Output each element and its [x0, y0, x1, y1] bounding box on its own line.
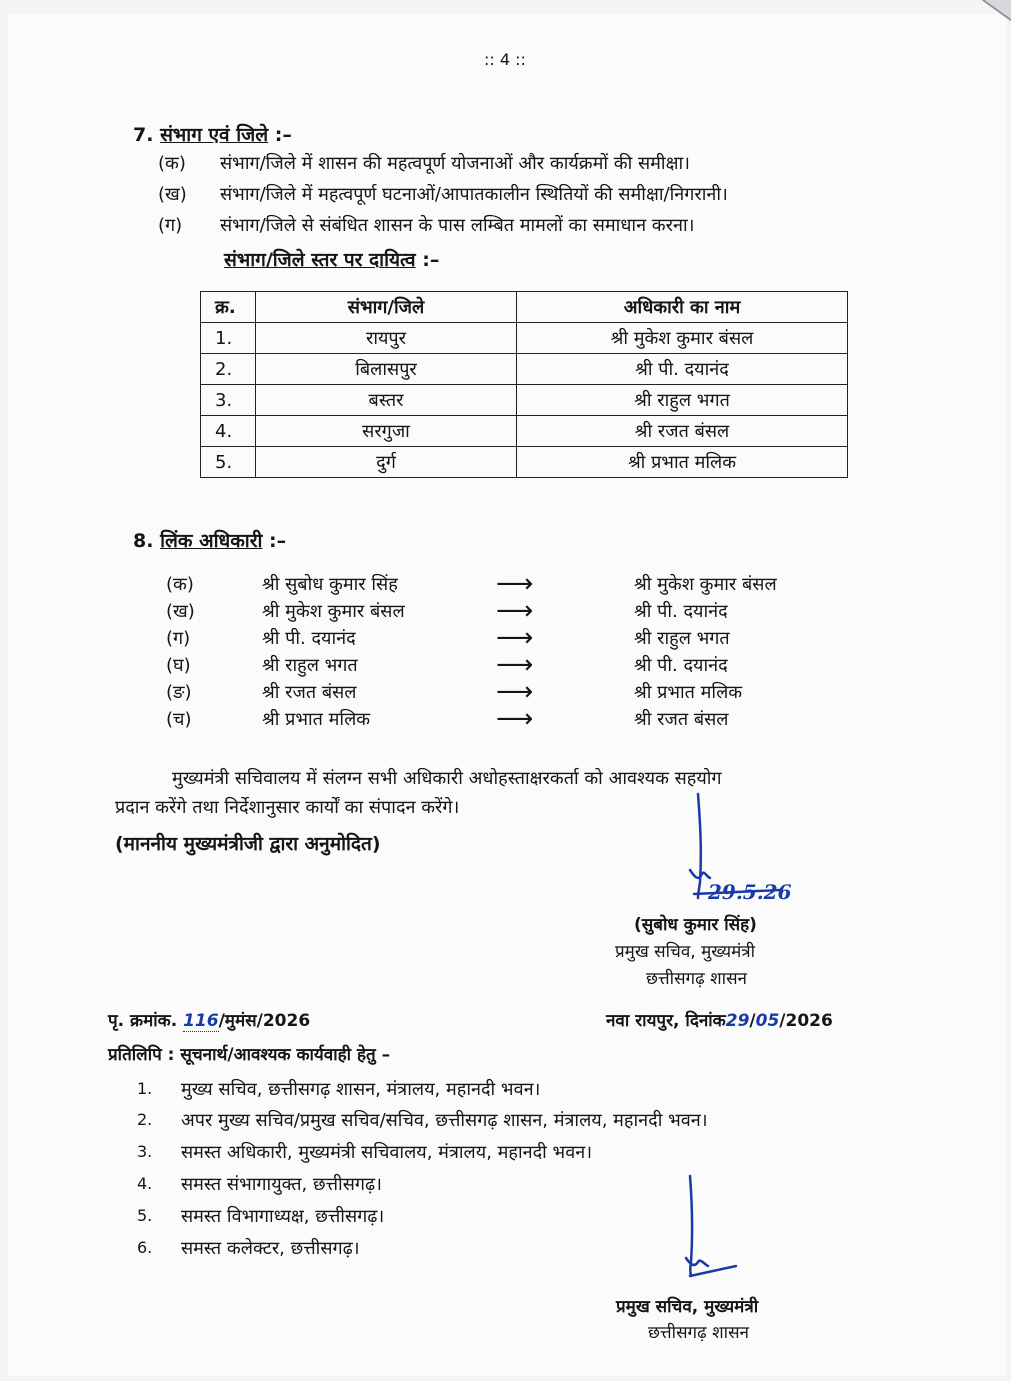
section-8-heading — [133, 527, 286, 553]
date-sep: / — [749, 1011, 756, 1031]
arrow-right-icon: ⟶ — [496, 677, 534, 707]
reference-number — [108, 1008, 310, 1031]
handwritten-date: 29.5.26 — [708, 880, 792, 904]
arrow-right-icon: ⟶ — [496, 650, 534, 680]
arrow-right-icon: ⟶ — [496, 596, 534, 626]
link-from: श्री राहुल भगत — [262, 655, 358, 676]
link-from: श्री रजत बंसल — [262, 682, 357, 703]
table-row — [201, 354, 848, 385]
copy-heading: प्रतिलिपि : सूचनार्थ/आवश्यक कार्यवाही हेतु – — [108, 1045, 391, 1065]
cell-officer: श्री मुकेश कुमार बंसल — [517, 323, 848, 354]
arrow-right-icon: ⟶ — [496, 623, 534, 653]
link-from: श्री पी. दयानंद — [262, 628, 356, 649]
arrow-right-icon: ⟶ — [496, 704, 534, 734]
place-date — [606, 1008, 833, 1031]
link-to: श्री पी. दयानंद — [634, 655, 728, 676]
link-from: श्री प्रभात मलिक — [262, 709, 371, 730]
item-text: अपर मुख्य सचिव/प्रमुख सचिव/सचिव, छत्तीसगढ़ शासन, मंत्रालय, महानदी भवन। — [181, 1110, 708, 1131]
page-fold-shadow — [981, 0, 1011, 22]
date-day-handwritten: 29 — [725, 1011, 750, 1031]
cell-division: बस्तर — [256, 385, 517, 416]
item-number: 6. — [137, 1238, 153, 1257]
cell-division: बिलासपुर — [256, 354, 517, 385]
link-from: श्री मुकेश कुमार बंसल — [262, 601, 405, 622]
section-7-colon: :– — [274, 124, 292, 146]
link-to: श्री मुकेश कुमार बंसल — [634, 574, 777, 595]
item-number: 3. — [137, 1142, 153, 1161]
item-letter: (घ) — [166, 655, 191, 676]
item-text: समस्त विभागाध्यक्ष, छत्तीसगढ़। — [181, 1206, 385, 1227]
cell-officer: श्री प्रभात मलिक — [517, 447, 848, 478]
table-row — [201, 323, 848, 354]
item-text: संभाग/जिले में शासन की महत्वपूर्ण योजनाओं और कार्यक्रमों की समीक्षा। — [220, 153, 690, 174]
link-from: श्री सुबोध कुमार सिंह — [262, 574, 398, 595]
item-letter: (च) — [166, 709, 192, 730]
signature-mark — [660, 1172, 750, 1282]
section-7-heading — [133, 121, 292, 147]
cell-division: सरगुजा — [256, 416, 517, 447]
item-text: मुख्य सचिव, छत्तीसगढ़ शासन, मंत्रालय, महानदी भवन। — [181, 1079, 541, 1100]
responsibility-table — [200, 291, 848, 478]
section-8-colon: :– — [269, 530, 287, 552]
cell-division: रायपुर — [256, 323, 517, 354]
item-letter: (ङ) — [166, 682, 192, 703]
item-letter: (ख) — [166, 601, 195, 622]
section-8-number: 8. — [133, 530, 154, 552]
signatory-designation-2: प्रमुख सचिव, मुख्यमंत्री — [616, 1297, 759, 1317]
item-text: समस्त संभागायुक्त, छत्तीसगढ़। — [181, 1174, 382, 1195]
cell-officer: श्री पी. दयानंद — [517, 354, 848, 385]
item-letter: (ग) — [166, 628, 191, 649]
table-header-row — [201, 292, 848, 323]
section-8-title: लिंक अधिकारी — [160, 530, 263, 552]
link-to: श्री प्रभात मलिक — [634, 682, 743, 703]
item-number: 1. — [137, 1079, 153, 1098]
ref-prefix: पृ. क्रमांक. — [108, 1011, 178, 1031]
ref-number-handwritten: 116 — [183, 1011, 219, 1031]
item-text: समस्त अधिकारी, मुख्यमंत्री सचिवालय, मंत्रालय, महानदी भवन। — [181, 1142, 593, 1163]
responsibility-subheading — [224, 246, 439, 272]
item-letter: (ग) — [158, 215, 183, 236]
section-7-number: 7. — [133, 124, 154, 146]
cell-officer: श्री रजत बंसल — [517, 416, 848, 447]
signatory-office-2: छत्तीसगढ़ शासन — [648, 1323, 749, 1343]
paragraph-line-2: प्रदान करेंगे तथा निर्देशानुसार कार्यों का संपादन करेंगे। — [115, 797, 460, 818]
cell-serial: 5. — [201, 447, 256, 478]
subheading-colon: :– — [422, 249, 440, 271]
paragraph-line-1: मुख्यमंत्री सचिवालय में संलग्न सभी अधिकारी अधोहस्ताक्षरकर्ता को आवश्यक सहयोग — [172, 768, 722, 789]
cell-serial: 3. — [201, 385, 256, 416]
cell-serial: 4. — [201, 416, 256, 447]
item-letter: (क) — [158, 153, 186, 174]
signatory-name: (सुबोध कुमार सिंह) — [634, 915, 757, 935]
item-number: 5. — [137, 1206, 153, 1225]
subheading-title: संभाग/जिले स्तर पर दायित्व — [224, 249, 416, 271]
link-to: श्री रजत बंसल — [634, 709, 729, 730]
section-7-title: संभाग एवं जिले — [160, 124, 269, 146]
approval-note: (माननीय मुख्यमंत्रीजी द्वारा अनुमोदित) — [115, 833, 381, 855]
table-row — [201, 447, 848, 478]
place-date-prefix: नवा रायपुर, दिनांक — [606, 1011, 726, 1031]
item-letter: (क) — [166, 574, 194, 595]
header-officer: अधिकारी का नाम — [517, 292, 848, 323]
item-number: 4. — [137, 1174, 153, 1193]
arrow-right-icon: ⟶ — [496, 569, 534, 599]
link-to: श्री राहुल भगत — [634, 628, 730, 649]
signatory-office: छत्तीसगढ़ शासन — [646, 969, 747, 989]
cell-division: दुर्ग — [256, 447, 517, 478]
date-month-handwritten: 05 — [755, 1011, 780, 1031]
cell-serial: 1. — [201, 323, 256, 354]
item-text: समस्त कलेक्टर, छत्तीसगढ़। — [181, 1238, 360, 1259]
item-text: संभाग/जिले से संबंधित शासन के पास लम्बित मामलों का समाधान करना। — [220, 215, 695, 236]
cell-officer: श्री राहुल भगत — [517, 385, 848, 416]
item-number: 2. — [137, 1110, 153, 1129]
table-row — [201, 416, 848, 447]
header-serial: क्र. — [201, 292, 256, 323]
table-row — [201, 385, 848, 416]
date-year: /2026 — [779, 1011, 833, 1031]
page-number: :: 4 :: — [484, 50, 526, 69]
ref-suffix: /मुमंस/2026 — [218, 1011, 311, 1031]
header-division: संभाग/जिले — [256, 292, 517, 323]
item-letter: (ख) — [158, 184, 187, 205]
cell-serial: 2. — [201, 354, 256, 385]
signatory-designation: प्रमुख सचिव, मुख्यमंत्री — [615, 942, 756, 962]
item-text: संभाग/जिले में महत्वपूर्ण घटनाओं/आपातकालीन स्थितियों की समीक्षा/निगरानी। — [220, 184, 728, 205]
link-to: श्री पी. दयानंद — [634, 601, 728, 622]
